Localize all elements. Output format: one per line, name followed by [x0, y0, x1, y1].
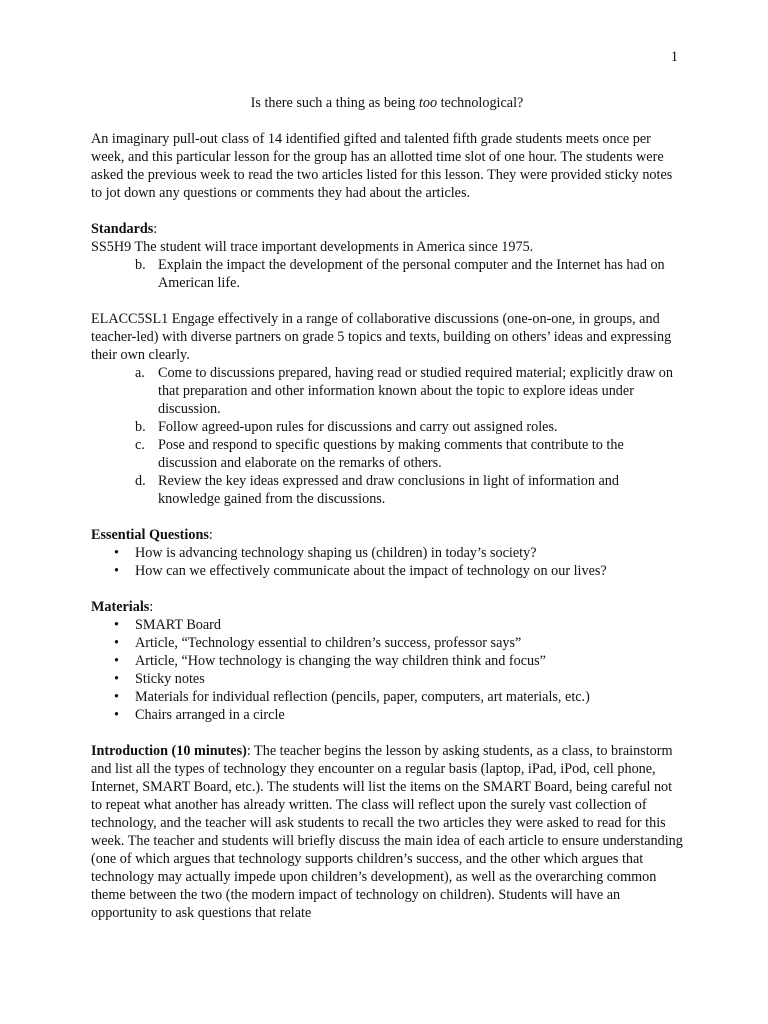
list-item [91, 472, 683, 508]
list-item-text: Review the key ideas expressed and draw conclusions in light of information and knowledge gained from the discussions. [158, 473, 619, 507]
standards-section [91, 220, 683, 292]
list-item [91, 616, 683, 634]
essential-questions-section [91, 526, 683, 580]
list-item-text: Sticky notes [135, 671, 205, 687]
bullet-icon: • [114, 635, 119, 651]
bullet-icon: • [114, 707, 119, 723]
bullet-icon: • [114, 653, 119, 669]
list-item [91, 436, 683, 472]
list-item [91, 652, 683, 670]
materials-heading: Materials: [91, 599, 154, 615]
title-after: technological? [437, 95, 524, 111]
list-item-text: Chairs arranged in a circle [135, 707, 285, 723]
list-item [91, 706, 683, 724]
list-marker: b. [135, 419, 146, 435]
list-item-text: How can we effectively communicate about the impact of technology on our lives? [135, 563, 607, 579]
intro-paragraph: An imaginary pull-out class of 14 identified gifted and talented fifth grade students meets once per week, and this particular lesson for the group has an allotted time slot of one hour. The students were asked the previous week to read the two articles listed for this lesson. They were provided sticky notes to jot down any questions or comments they had about the articles. [91, 131, 673, 201]
standards-heading: Standards: [91, 221, 158, 237]
document-title [91, 94, 683, 112]
bullet-icon: • [114, 689, 119, 705]
elacc-section [91, 310, 683, 508]
list-item [91, 364, 683, 418]
page-number: 1 [670, 49, 678, 65]
list-item [91, 562, 683, 580]
list-item-text: Follow agreed-upon rules for discussions and carry out assigned roles. [158, 419, 558, 435]
list-marker: b. [135, 257, 146, 273]
list-item-text: Come to discussions prepared, having read or studied required material; explicitly draw on that preparation and other information known about the topic to explore ideas under discussion. [158, 365, 673, 417]
document-body [91, 94, 683, 922]
introduction-paragraph [91, 742, 683, 922]
list-item-text: Article, “Technology essential to children’s success, professor says” [135, 635, 522, 651]
introduction-heading: Introduction (10 minutes) [91, 743, 247, 759]
title-before: Is there such a thing as being [250, 95, 419, 111]
standard-elacc5sl1: ELACC5SL1 Engage effectively in a range of collaborative discussions (one-on-one, in groups, and teacher-led) with diverse partners on grade 5 topics and texts, building on others’ ideas and expressing their own clearly. [91, 311, 672, 363]
list-item [91, 418, 683, 436]
list-marker: d. [135, 473, 146, 489]
list-item [91, 688, 683, 706]
list-marker: a. [135, 365, 145, 381]
bullet-icon: • [114, 617, 119, 633]
title-emphasis: too [418, 95, 438, 111]
introduction-text: : The teacher begins the lesson by asking students, as a class, to brainstorm and list all the types of technology they encounter on a regular basis (laptop, iPad, iPod, cell phone, Internet, SMART Board, etc.). The students will list the items on the SMART Board, being careful not to repeat what another has already written. The class will reflect upon the surely vast collection of technology, and the teacher will ask students to recall the two articles they were asked to read for this week. The teacher and students will briefly discuss the main idea of each article to ensure understanding (one of which argues that technology supports children’s success, and the other which argues that technology may actually impede upon children’s development), as well as the overarching common theme between the two (the modern impact of technology on children). Students will have an opportunity to ask questions that relate [91, 743, 683, 921]
list-item [91, 634, 683, 652]
list-item-text: Article, “How technology is changing the way children think and focus” [135, 653, 546, 669]
list-item [91, 670, 683, 688]
list-item-text: Pose and respond to specific questions by making comments that contribute to the discussion and elaborate on the remarks of others. [158, 437, 624, 471]
essential-questions-heading: Essential Questions: [91, 527, 213, 543]
bullet-icon: • [114, 563, 119, 579]
ss5h9-list [91, 256, 683, 292]
list-item-text: SMART Board [135, 617, 221, 633]
bullet-icon: • [114, 671, 119, 687]
materials-list [91, 616, 683, 724]
elacc-list [91, 364, 683, 508]
list-item-text: Explain the impact the development of the personal computer and the Internet has had on American life. [158, 257, 665, 291]
list-item-text: Materials for individual reflection (pencils, paper, computers, art materials, etc.) [135, 689, 590, 705]
list-marker: c. [135, 437, 145, 453]
list-item-text: How is advancing technology shaping us (children) in today’s society? [135, 545, 537, 561]
bullet-icon: • [114, 545, 119, 561]
list-item [91, 544, 683, 562]
materials-section [91, 598, 683, 724]
list-item [91, 256, 683, 292]
standard-ss5h9: SS5H9 The student will trace important developments in America since 1975. [91, 239, 534, 255]
essential-questions-list [91, 544, 683, 580]
